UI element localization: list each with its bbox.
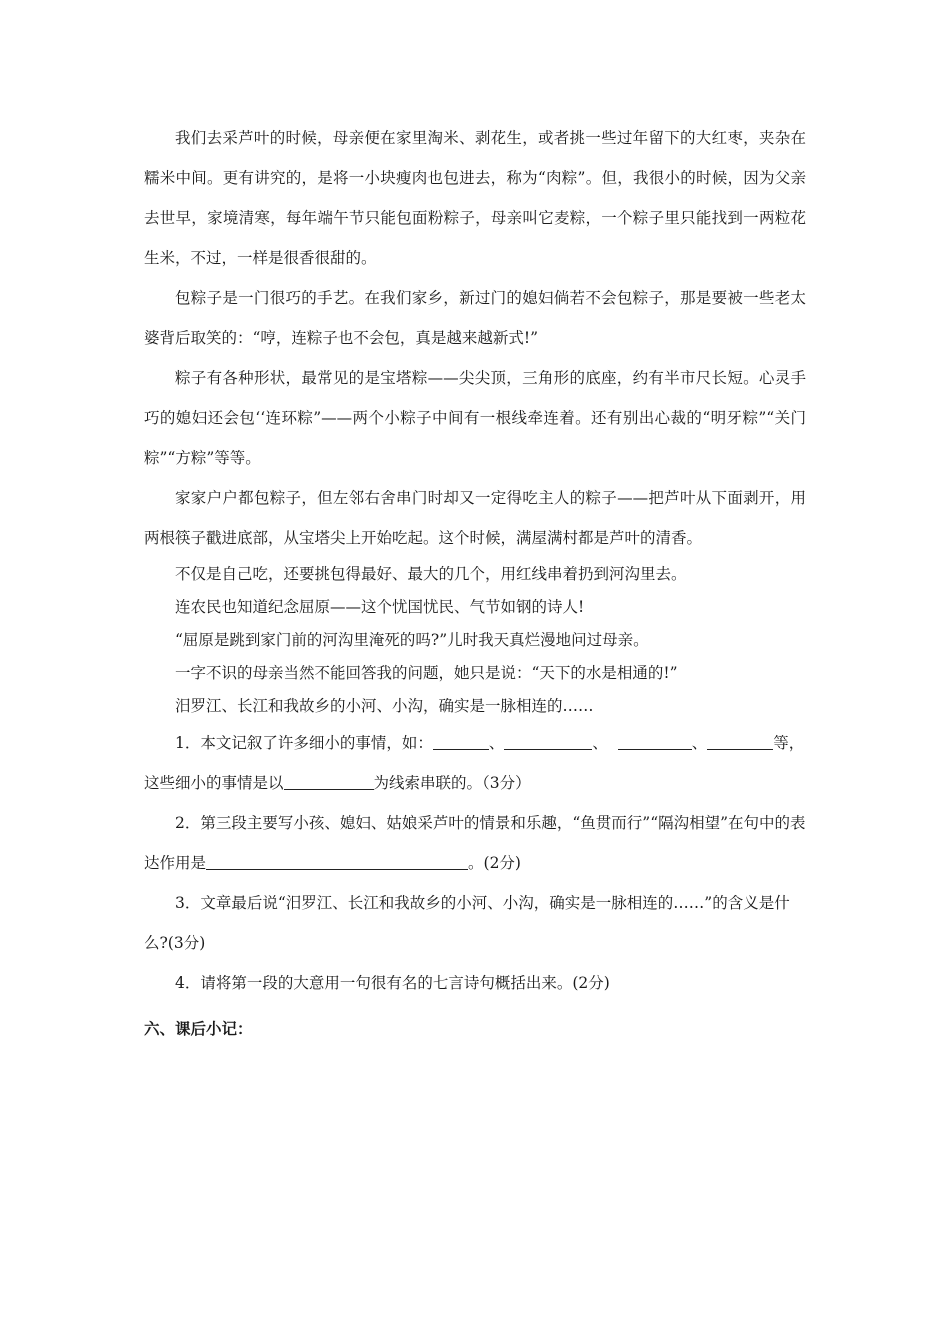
question-4: 4．请将第一段的大意用一句很有名的七言诗句概括出来。(2分) (175, 974, 610, 992)
question-2-text-a: 2．第三段主要写小孩、媳妇、姑娘采芦叶的情景和乐趣，“鱼贯而行”“隔沟相望”在句中的表达作用是 (144, 814, 806, 872)
paragraph-5: 不仅是自己吃，还要挑包得最好、最大的几个，用红线串着扔到河沟里去。 (175, 565, 687, 583)
answer-blank-5[interactable] (284, 774, 374, 791)
question-1-sep-3: 、 (691, 734, 708, 752)
question-1 (144, 723, 806, 803)
answer-blank-2[interactable] (504, 734, 592, 751)
paragraph-3: 粽子有各种形状，最常见的是宝塔粽——尖尖顶，三角形的底座，约有半市尺长短。心灵手巧的媳妇还会包‘‘连环粽”——两个小粽子中间有一根线牵连着。还有别出心裁的“明牙粽”“关门粽”“方粽”等等。 (144, 369, 806, 467)
question-1-text-a: 1．本文记叙了许多细小的事情，如： (175, 734, 433, 752)
paragraph-7: “屈原是跳到家门前的河沟里淹死的吗?”儿时我天真烂漫地问过母亲。 (175, 631, 649, 649)
answer-blank-4[interactable] (707, 734, 765, 751)
question-1-sep-2: 、 (592, 734, 608, 752)
question-3: 3．文章最后说“汨罗江、长江和我故乡的小河、小沟，确实是一脉相连的……”的含义是什么?(3分) (144, 894, 790, 952)
answer-blank-3[interactable] (618, 734, 692, 751)
question-1-text-b: 等，这些细小的事情是以 (144, 734, 805, 792)
paragraph-9: 汨罗江、长江和我故乡的小河、小沟，确实是一脉相连的…… (175, 697, 594, 715)
answer-blank-1[interactable] (433, 734, 489, 751)
section-heading: 六、课后小记： (144, 1020, 253, 1038)
question-1-sep-1: 、 (488, 734, 505, 752)
question-2-text-b: 。(2分) (468, 854, 521, 872)
document-page (144, 118, 806, 1049)
question-2 (144, 803, 806, 883)
paragraph-6: 连农民也知道纪念屈原——这个忧国忧民、气节如钢的诗人! (175, 598, 585, 616)
paragraph-1: 我们去采芦叶的时候，母亲便在家里淘米、剥花生，或者挑一些过年留下的大红枣，夹杂在糯米中间。更有讲究的，是将一小块瘦肉也包进去，称为“肉粽”。但，我很小的时候，因为父亲去世早，家境清寒，每年端午节只能包面粉粽子，母亲叫它麦粽，一个粽子里只能找到一两粒花生米，不过，一样是很香很甜的。 (144, 129, 806, 267)
paragraph-4: 家家户户都包粽子，但左邻右舍串门时却又一定得吃主人的粽子——把芦叶从下面剥开，用两根筷子戳进底部，从宝塔尖上开始吃起。这个时候，满屋满村都是芦叶的清香。 (144, 489, 806, 547)
paragraph-2: 包粽子是一门很巧的手艺。在我们家乡，新过门的媳妇倘若不会包粽子，那是要被一些老太婆背后取笑的：“哼，连粽子也不会包，真是越来越新式!” (144, 289, 806, 347)
paragraph-8: 一字不识的母亲当然不能回答我的问题，她只是说：“天下的水是相通的!” (175, 664, 678, 682)
answer-blank-6[interactable] (206, 854, 468, 871)
question-1-text-c: 为线索串联的。（3分） (373, 774, 531, 792)
